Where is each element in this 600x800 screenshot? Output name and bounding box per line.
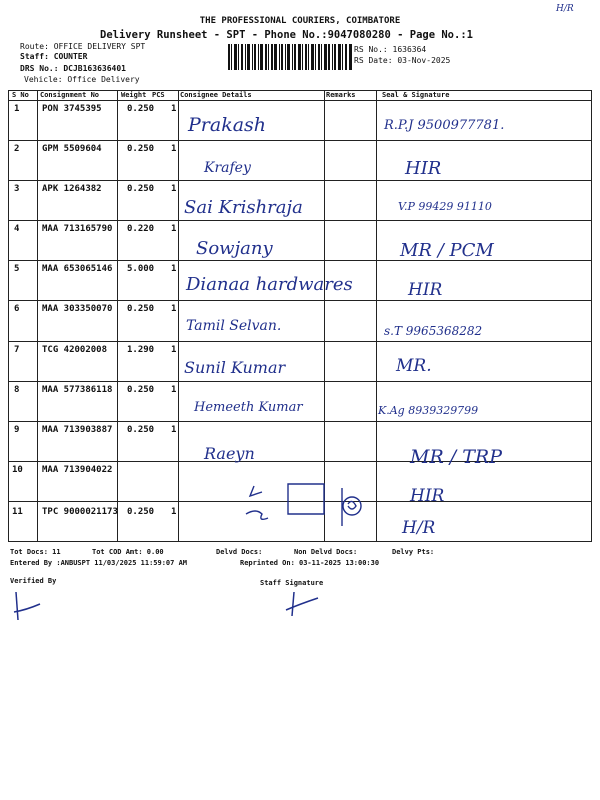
row-pcs: 1 (171, 264, 177, 274)
vehicle-label: Vehicle: Office Delivery (24, 75, 140, 84)
row-sno: 6 (14, 304, 20, 314)
row-sno: 4 (14, 224, 20, 234)
row-separator (8, 300, 592, 301)
row-seal-handwriting: MR / TRP (410, 446, 503, 468)
row-consignee-handwriting: Sowjany (196, 238, 273, 259)
row-pcs: 1 (171, 224, 177, 234)
verified-by-label: Verified By (10, 577, 57, 585)
delivery-points: Delvy Pts: (392, 548, 435, 556)
row-separator (8, 180, 592, 181)
row-sno: 2 (14, 144, 20, 154)
row-sno: 9 (14, 425, 20, 435)
row-consignment: PON 3745395 (42, 104, 102, 114)
row-consignee-handwriting: Krafey (204, 160, 251, 176)
row-weight: 0.250 (127, 104, 155, 114)
stamp-signature-image (240, 478, 380, 538)
col-header-seal: Seal & Signature (382, 91, 450, 99)
row-separator (8, 341, 592, 342)
row-consignment: MAA 713903887 (42, 425, 113, 435)
row-separator (8, 461, 592, 462)
runsheet-title: Delivery Runsheet - SPT - Phone No.:9047080280 - Page No.:1 (100, 29, 473, 41)
route-label: Route: OFFICE DELIVERY SPT (20, 42, 146, 51)
row-consignment: MAA 653065146 (42, 264, 113, 274)
row-consignment: MAA 713165790 (42, 224, 113, 234)
row-sno: 8 (14, 385, 20, 395)
row-seal-handwriting: s.T 9965368282 (384, 324, 483, 338)
drs-number: DRS No.: DCJB163636401 (20, 64, 126, 73)
row-weight: 5.000 (127, 264, 155, 274)
row-weight: 1.290 (127, 345, 155, 355)
row-pcs: 1 (171, 184, 177, 194)
row-consignee-handwriting: Hemeeth Kumar (194, 400, 303, 415)
staff-label: Staff: COUNTER (20, 52, 88, 61)
delivered-docs: Delvd Docs: (216, 548, 263, 556)
row-pcs: 1 (171, 104, 177, 114)
row-sno: 1 (14, 104, 20, 114)
col-header-weight: Weight (121, 91, 147, 99)
row-sno: 5 (14, 264, 20, 274)
row-sno: 7 (14, 345, 20, 355)
col-header-sno: S No (12, 91, 29, 99)
row-consignee-handwriting: Raeyn (204, 444, 255, 463)
row-consignment: APK 1264382 (42, 184, 102, 194)
row-weight: 0.250 (127, 184, 155, 194)
total-docs: Tot Docs: 11 (10, 548, 61, 556)
row-consignee-handwriting: Sunil Kumar (184, 358, 286, 377)
barcode-image (228, 44, 352, 70)
row-weight: 0.220 (127, 224, 155, 234)
table-bottom-border (8, 541, 592, 542)
col-header-consignment: Consignment No (40, 91, 100, 99)
row-seal-handwriting: V.P 99429 91110 (398, 200, 492, 213)
corner-handwritten-mark: H/R (556, 4, 574, 14)
row-pcs: 1 (171, 507, 177, 517)
col-divider (37, 90, 38, 542)
col-header-pcs: PCS (152, 91, 165, 99)
row-consignment: GPM 5509604 (42, 144, 102, 154)
company-title: THE PROFESSIONAL COURIERS, COIMBATORE (199, 16, 401, 26)
rs-number: RS No.: 1636364 (354, 45, 427, 54)
row-seal-handwriting: HIR (408, 280, 443, 300)
row-seal-handwriting: HIR (405, 158, 442, 179)
row-separator (8, 140, 592, 141)
non-delivered-docs: Non Delvd Docs: (294, 548, 358, 556)
rs-date: RS Date: 03-Nov-2025 (354, 56, 451, 65)
row-seal-handwriting: K.Ag 8939329799 (378, 404, 479, 417)
row-weight: 0.250 (127, 385, 155, 395)
row-pcs: 1 (171, 345, 177, 355)
row-consignee-handwriting: Tamil Selvan. (186, 318, 282, 334)
row-weight: 0.250 (127, 144, 155, 154)
row-consignment: MAA 577386118 (42, 385, 113, 395)
row-separator (8, 381, 592, 382)
row-separator (8, 421, 592, 422)
row-seal-handwriting: MR. (396, 356, 432, 376)
row-pcs: 1 (171, 385, 177, 395)
col-divider (376, 90, 377, 542)
staff-signature-image (282, 588, 326, 618)
row-pcs: 1 (171, 304, 177, 314)
row-consignee-handwriting: Sai Krishraja (184, 197, 303, 218)
row-consignment: MAA 713904022 (42, 465, 113, 475)
row-consignment: TPC 9000021173 (42, 507, 118, 517)
row-consignee-handwriting: Prakash (188, 114, 267, 136)
row-seal-handwriting: HIR (410, 486, 445, 506)
row-pcs: 1 (171, 425, 177, 435)
row-weight: 0.250 (127, 507, 155, 517)
total-cod-amount: Tot COD Amt: 0.00 (92, 548, 164, 556)
col-header-consignee: Consignee Details (180, 91, 252, 99)
row-seal-handwriting: R.P.J 9500977781. (384, 118, 505, 133)
col-divider (117, 90, 118, 542)
row-consignment: MAA 303350070 (42, 304, 113, 314)
col-header-remarks: Remarks (326, 91, 356, 99)
table-header-border (8, 100, 592, 101)
row-seal-handwriting: MR / PCM (400, 240, 494, 261)
col-divider (8, 90, 9, 542)
row-sno: 3 (14, 184, 20, 194)
row-consignment: TCG 42002008 (42, 345, 108, 355)
reprinted-on: Reprinted On: 03-11-2025 13:00:30 (240, 559, 380, 567)
col-divider (178, 90, 179, 542)
verified-signature-image (8, 588, 48, 624)
staff-signature-label: Staff Signature (260, 579, 324, 587)
row-separator (8, 260, 592, 261)
extra-seal-handwriting: H/R (402, 518, 436, 538)
entered-by: Entered By :ANBUSPT 11/03/2025 11:59:07 AM (10, 559, 188, 567)
col-divider (324, 90, 325, 542)
row-weight: 0.250 (127, 304, 155, 314)
row-consignee-handwriting: Dianaa hardwares (186, 274, 353, 295)
col-divider (591, 90, 592, 542)
row-sno: 11 (12, 507, 23, 517)
row-sno: 10 (12, 465, 23, 475)
row-separator (8, 220, 592, 221)
row-weight: 0.250 (127, 425, 155, 435)
row-pcs: 1 (171, 144, 177, 154)
